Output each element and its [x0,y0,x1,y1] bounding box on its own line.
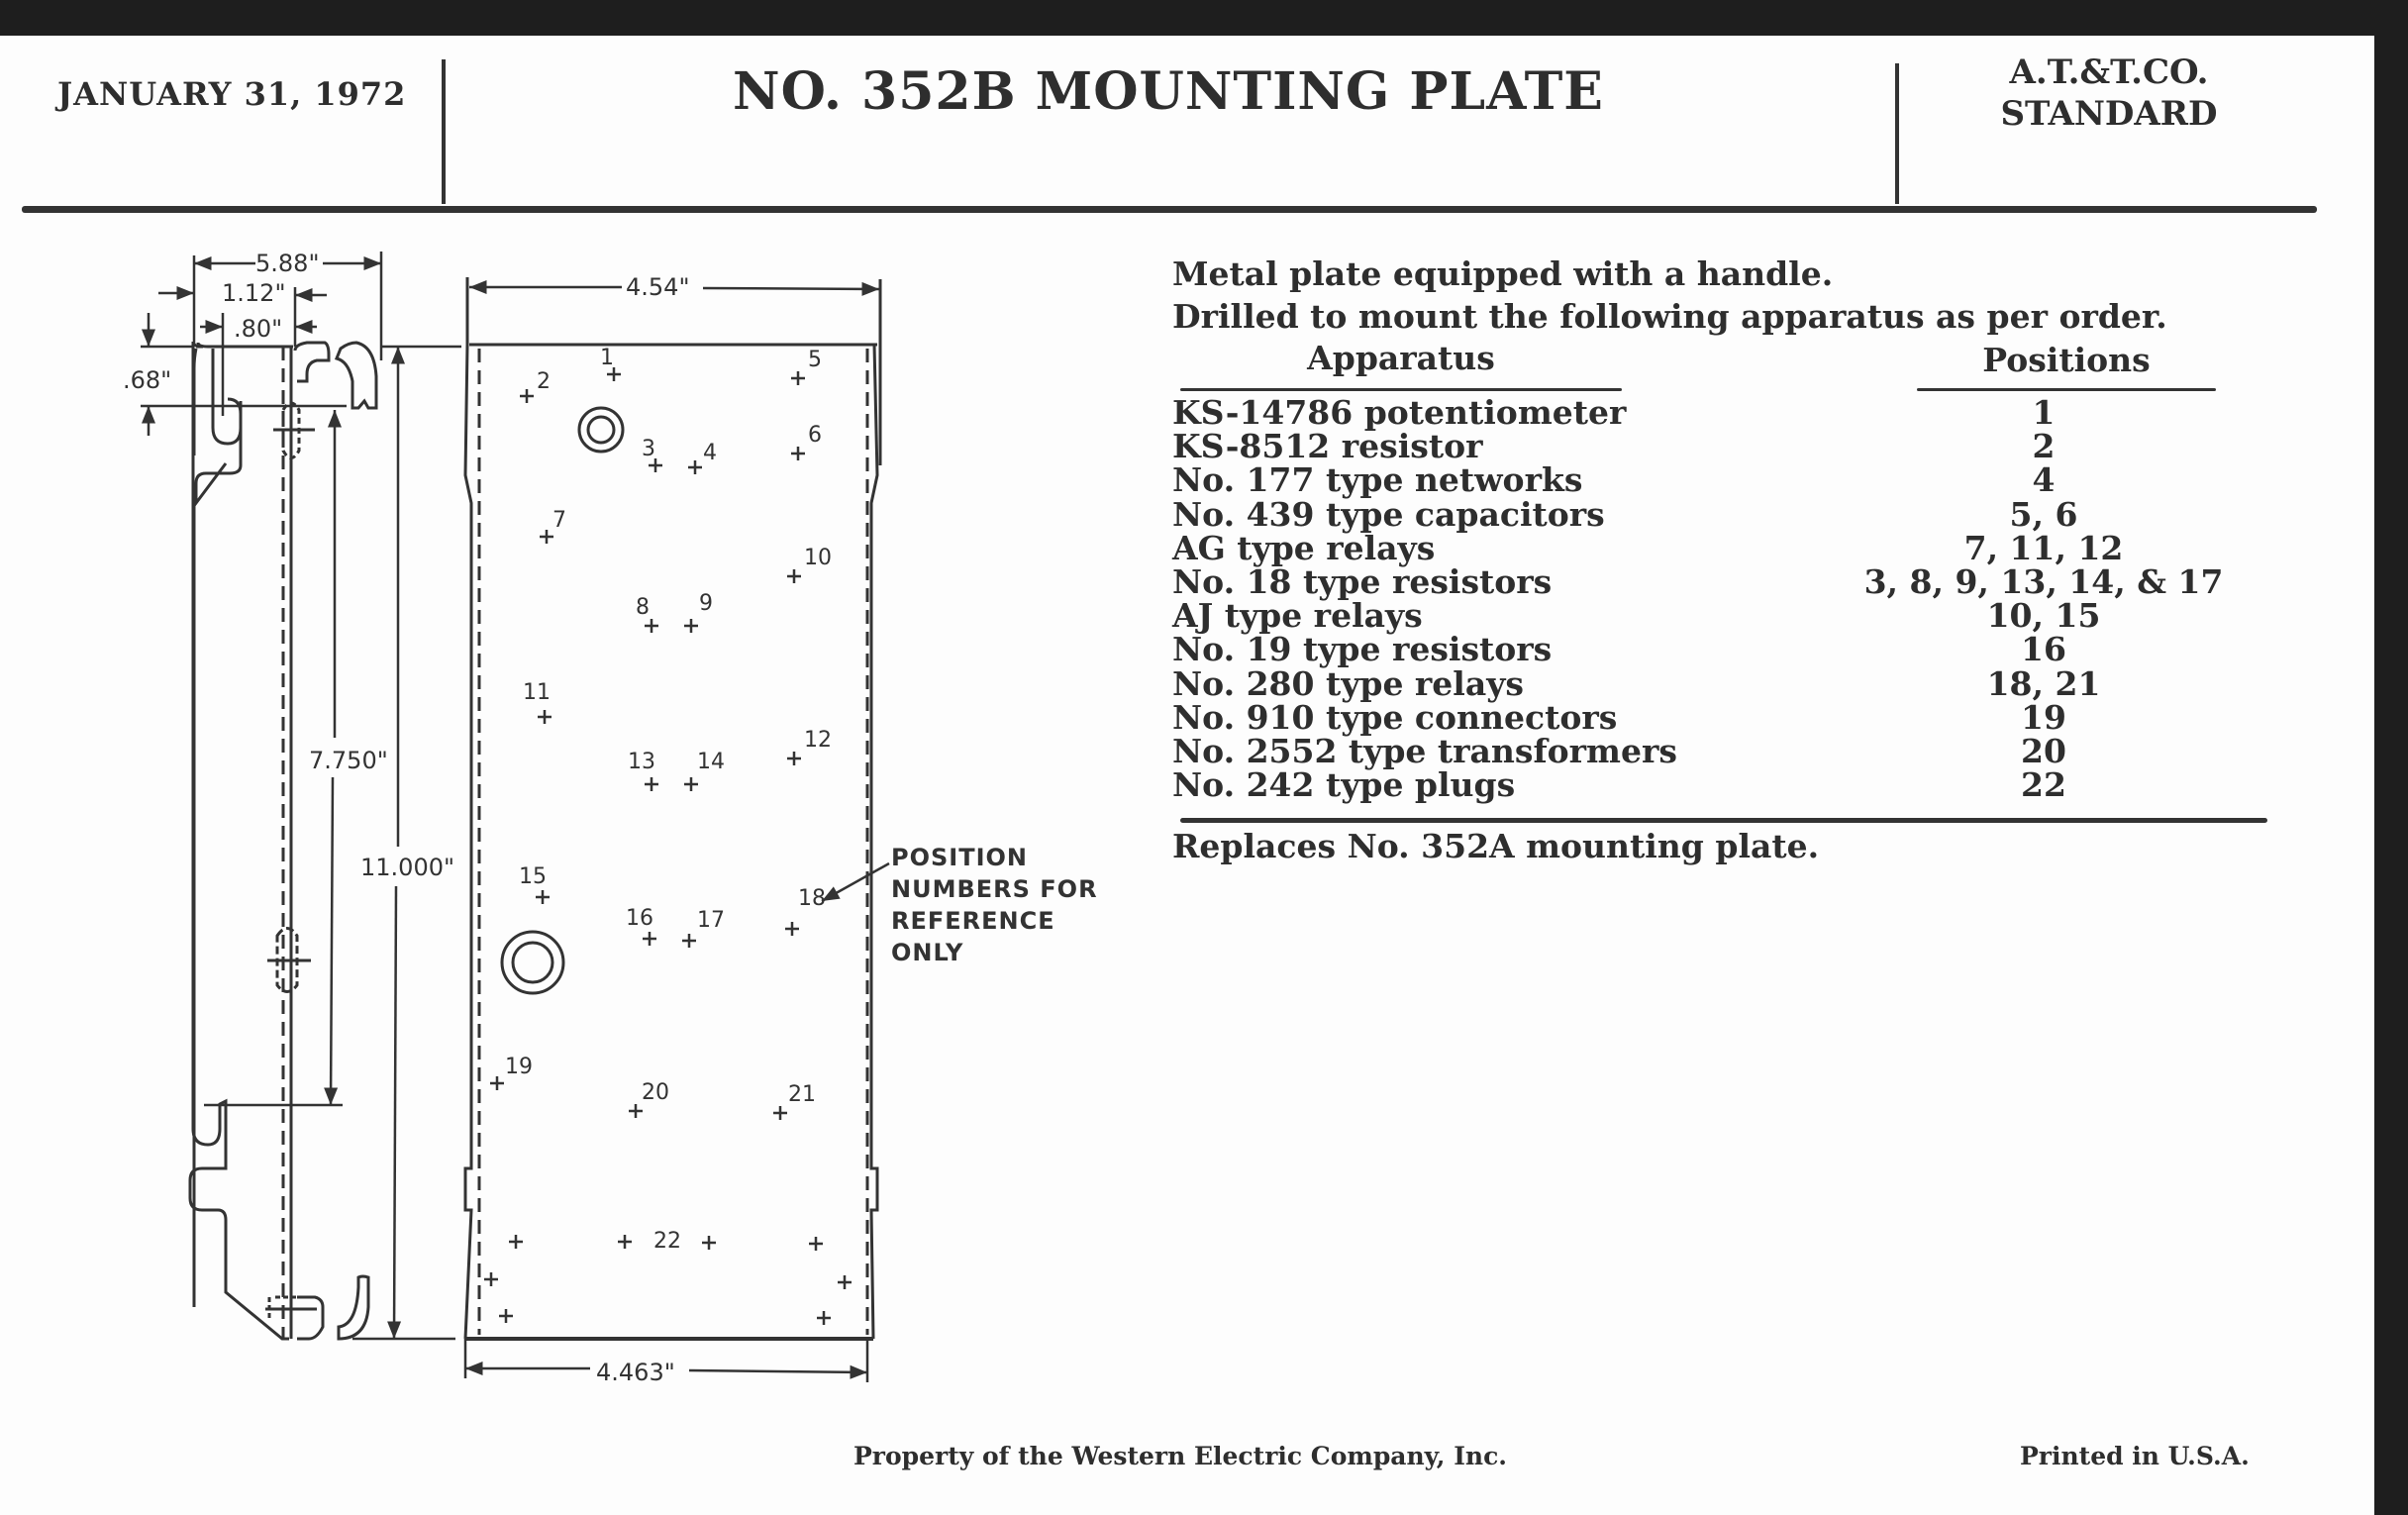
description-line1: Metal plate equipped with a handle. [1172,254,1834,293]
apparatus-cell: KS-14786 potentiometer [1172,393,1627,432]
position-markers [490,346,832,1254]
column-header-apparatus: Apparatus [1307,339,1495,377]
positions-cell: 18, 21 [1986,663,2101,703]
position-label-5: 5 [808,348,822,372]
mounting-plate-drawing [0,0,1109,1406]
apparatus-cell: No. 2552 type transformers [1172,731,1677,770]
position-marker-10 [787,569,801,583]
position-marker-19 [490,1076,504,1090]
header-divider-right [1895,63,1899,204]
dim-top-width: 4.54" [626,273,690,301]
dim-plate-height: 11.000" [360,854,455,881]
dim-overall-depth: 5.88" [255,250,320,277]
apparatus-header-underline [1180,388,1622,391]
mounting-hole-mark [702,1236,716,1250]
side-view [190,342,376,1339]
position-marker-14 [684,777,698,791]
apparatus-cell: No. 910 type connectors [1172,697,1618,737]
apparatus-cell: AJ type relays [1172,596,1423,636]
position-label-14: 14 [697,750,725,774]
table-row [1172,697,2261,737]
dimension-labels [123,250,689,1386]
mounting-hole-mark [838,1275,852,1289]
table-row [1172,393,2261,432]
position-marker-5 [791,371,805,385]
position-marker-20 [629,1104,643,1118]
table-row [1172,663,2261,703]
position-label-9: 9 [699,591,713,616]
mounting-hole-mark [499,1309,513,1323]
mounting-hole-mark [817,1311,831,1325]
apparatus-cell: No. 177 type networks [1172,460,1583,500]
position-marker-15 [536,890,550,904]
table-row [1172,596,2261,636]
position-marker-7 [540,530,553,544]
position-label-3: 3 [642,437,655,461]
position-marker-11 [538,710,552,724]
side-view-dimensions [141,252,461,1339]
table-row [1172,460,2261,500]
dim-bottom-width: 4.463" [596,1359,675,1386]
standard-line1: A.T.&T.CO. [2009,52,2209,92]
printed-notice: Printed in U.S.A. [2020,1442,2250,1470]
apparatus-cell: KS-8512 resistor [1172,427,1483,466]
dim-slot-spacing: 7.750" [309,747,388,774]
position-label-7: 7 [552,508,566,533]
position-label-15: 15 [519,864,547,889]
property-notice: Property of the Western Electric Company, Inc. [853,1442,1508,1470]
positions-cell: 20 [2021,731,2066,770]
table-row [1172,427,2261,466]
positions-cell: 16 [2021,630,2066,669]
note-line: NUMBERS FOR [891,875,1098,903]
apparatus-cell: No. 242 type plugs [1172,765,1516,805]
note-line: REFERENCE [891,907,1055,935]
positions-cell: 7, 11, 12 [1963,528,2124,567]
standard-label [1911,51,2307,135]
position-label-1: 1 [600,346,614,370]
apparatus-table [1172,393,2261,805]
position-label-8: 8 [636,595,650,620]
position-marker-17 [682,934,696,948]
positions-cell: 3, 8, 9, 13, 14, & 17 [1863,561,2224,601]
apparatus-cell: No. 18 type resistors [1172,561,1553,601]
position-marker-6 [791,447,805,460]
replaces-note: Replaces No. 352A mounting plate. [1172,827,1820,865]
column-header-positions: Positions [1982,341,2151,379]
front-view-dimensions [465,287,889,1382]
table-row [1172,561,2261,601]
position-label-6: 6 [808,423,822,448]
position-label-11: 11 [523,680,551,705]
position-label-22: 22 [653,1229,681,1254]
document-date: JANUARY 31, 1972 [57,75,407,113]
position-label-2: 2 [537,369,551,394]
document-title: NO. 352B MOUNTING PLATE [733,61,1604,122]
positions-cell: 5, 6 [2009,494,2078,534]
position-label-18: 18 [798,886,826,911]
positions-cell: 1 [2032,393,2056,432]
position-marker-2 [520,389,534,403]
dim-slot-offset: .80" [234,315,283,343]
dim-flange-offset: 1.12" [222,279,286,307]
position-marker-4 [688,460,702,474]
apparatus-cell: No. 439 type capacitors [1172,494,1605,534]
table-row [1172,494,2261,534]
positions-cell: 10, 15 [1986,596,2101,636]
positions-header-underline [1917,388,2216,391]
mounting-hole-mark [618,1235,632,1249]
position-marker-13 [645,777,658,791]
positions-cell: 4 [2032,460,2056,500]
mounting-hole-mark [809,1237,823,1251]
description-line2: Drilled to mount the following apparatus as per order. [1172,297,2167,336]
dim-slot-height: .68" [123,366,172,394]
note-line: POSITION [891,844,1028,871]
table-row [1172,528,2261,567]
positions-cell: 22 [2021,765,2066,805]
apparatus-cell: No. 19 type resistors [1172,630,1553,669]
apparatus-cell: AG type relays [1172,528,1436,567]
position-label-17: 17 [697,908,725,933]
table-row [1172,765,2261,805]
position-marker-12 [787,752,801,765]
table-row [1172,731,2261,770]
standard-line2: STANDARD [2000,94,2218,134]
table-row [1172,630,2261,669]
position-marker-18 [785,922,799,936]
position-label-16: 16 [626,906,653,931]
positions-cell: 2 [2032,427,2056,466]
position-label-12: 12 [804,728,832,753]
position-marker-16 [643,932,656,946]
position-marker-8 [645,619,658,633]
position-reference-note [891,842,1098,968]
position-label-21: 21 [788,1082,816,1107]
positions-cell: 19 [2021,697,2066,737]
table-bottom-rule [1180,818,2267,823]
position-marker-21 [773,1106,787,1120]
position-marker-9 [684,619,698,633]
position-label-13: 13 [628,750,655,774]
mounting-hole-mark [484,1272,498,1286]
position-label-19: 19 [505,1055,533,1079]
position-label-4: 4 [703,441,717,465]
position-label-10: 10 [804,546,832,570]
mounting-hole-mark [509,1235,523,1249]
apparatus-cell: No. 280 type relays [1172,663,1524,703]
note-line: ONLY [891,939,964,966]
position-label-20: 20 [642,1080,669,1105]
